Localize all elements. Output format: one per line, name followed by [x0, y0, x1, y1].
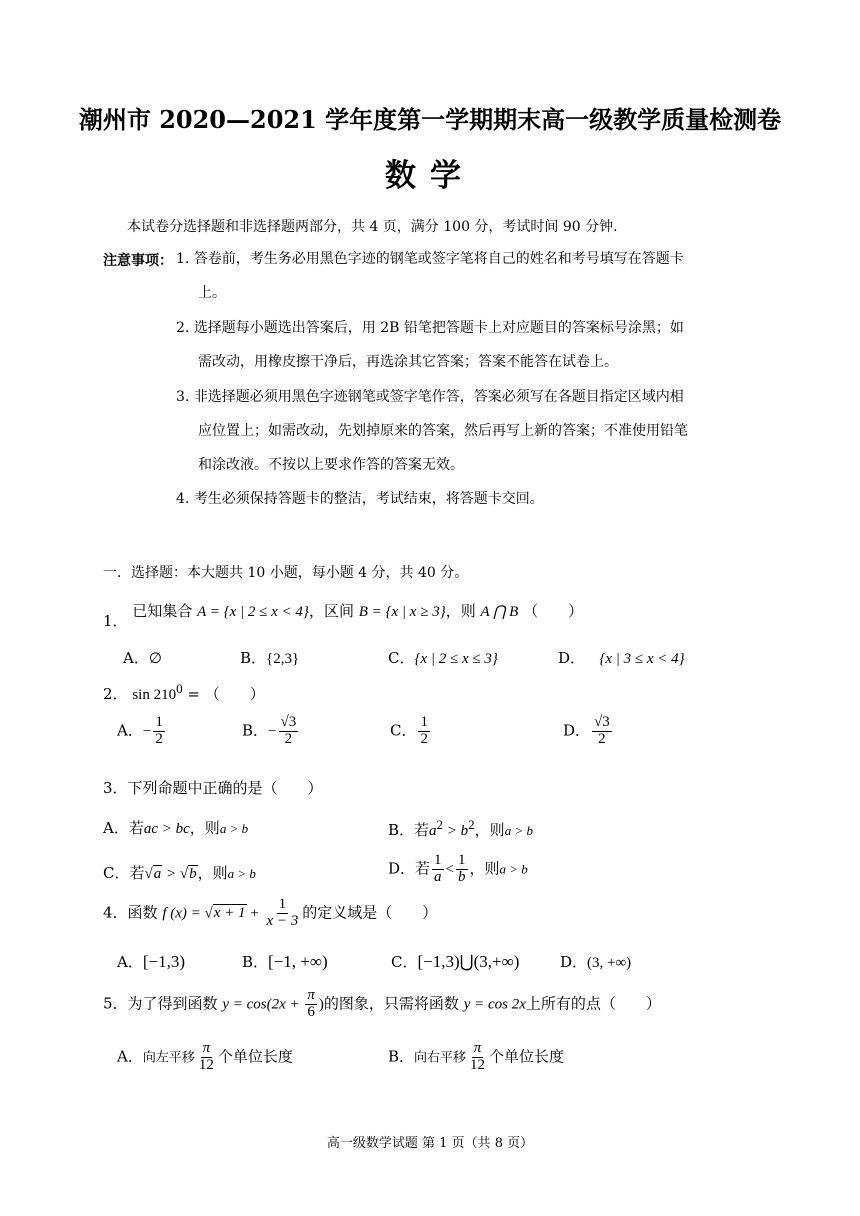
- intro-text: 本试卷分选择题和非选择题两部分，共 4 页，满分 100 分，考试时间 90 分钟.: [127, 219, 618, 235]
- q1-option-d: D． {x | 3 ≤ x < 4}: [558, 649, 685, 667]
- q3-option-c: C．若√a > √b，则a > b: [103, 864, 256, 882]
- note-item-4: [176, 482, 736, 516]
- question-3: 3．下列命题中正确的是（ ）: [103, 779, 323, 797]
- subject-title: 数学: [385, 158, 475, 194]
- question-5: 5．为了得到函数 y = cos(2x + $\frac{\pi}{6}$ )的图象，只需将函数 y = cos 2x上所有的点（ ）: [103, 987, 661, 1020]
- note-item-2: [176, 311, 736, 379]
- note-line: 和涂改液。不按以上要求作答的答案无效。: [198, 457, 464, 473]
- q4-option-c: C．[−1,3)⋃(3,+∞): [391, 952, 520, 971]
- q4-option-d: D．(3, +∞): [560, 953, 632, 971]
- note-line: 考生必须保持答题卡的整洁，考试结束，将答题卡交回。: [193, 491, 544, 507]
- page-footer: 高一级数学试题 第 1 页（共 8 页）: [326, 1136, 534, 1151]
- question-4: 4．函数 f (x) = √x + 1 + $\frac{1}{x - 3}$ 的定义域是（ ）: [103, 896, 438, 929]
- note-number: 1.: [176, 251, 190, 267]
- math-expression: A ⋂ B: [480, 604, 519, 620]
- q4-option-a: A．[−1,3): [117, 952, 186, 971]
- note-line: 答卷前，考生务必用黑色字迹的钢笔或签字笔将自己的姓名和考号填写在答题卡: [193, 251, 684, 267]
- note-item-3: [176, 380, 746, 482]
- note-item-1: [176, 242, 736, 310]
- q1-option-a: A．∅: [123, 649, 162, 667]
- note-number: 2.: [176, 320, 190, 336]
- q1-option-c: C．{x | 2 ≤ x ≤ 3}: [388, 649, 498, 667]
- math-expression: $\sin 210^0$: [132, 681, 183, 703]
- question-number: 5．: [103, 994, 128, 1013]
- q5-option-b: B．向右平移 $\frac{\pi}{12}$ 个单位长度: [388, 1040, 565, 1073]
- question-2: 2． $\sin 210^0$ = （ ）: [103, 681, 265, 703]
- note-line: 需改动，用橡皮擦干净后，再选涂其它答案；答案不能答在试卷上。: [198, 354, 618, 370]
- question-1: 1． 已知集合 A = {x | 2 ≤ x < 4}，区间 B = {x | x ≥ 3}，则 A ⋂ B （ ）: [103, 602, 584, 630]
- exam-title: 潮州市 2020—2021 学年度第一学期期末高一级教学质量检测卷: [78, 105, 782, 134]
- q4-option-b: B．[−1, +∞): [242, 952, 328, 971]
- question-number: 1．: [103, 612, 128, 630]
- question-number: 2．: [103, 685, 128, 703]
- q2-option-b: B．− $\frac{√3}{2}$: [242, 714, 297, 747]
- math-expression: A = {x | 2 ≤ x < 4}: [197, 604, 309, 620]
- note-line: 非选择题必须用黑色字迹钢笔或签字笔作答，答案必须写在各题目指定区域内相: [193, 389, 684, 405]
- q3-option-d: D．若 $\frac{1}{a}$ < $\frac{1}{b}$ ，则a > b: [388, 852, 528, 885]
- question-number: 4．: [103, 903, 128, 922]
- section-heading: 一．选择题：本大题共 10 小题，每小题 4 分，共 40 分。: [103, 565, 469, 581]
- note-line: 上。: [198, 285, 226, 301]
- q3-option-b: B．若$a^2 > b^2$，则a > b: [388, 817, 533, 839]
- note-number: 4.: [176, 491, 190, 507]
- math-expression: B = {x | x ≥ 3}: [358, 604, 446, 620]
- note-line: 选择题每小题选出答案后，用 2B 铅笔把答题卡上对应题目的答案标号涂黑；如: [193, 320, 684, 336]
- q2-option-a: A．− $\frac{1}{2}$: [117, 714, 163, 747]
- q5-option-a: A．向左平移 $\frac{\pi}{12}$ 个单位长度: [117, 1040, 293, 1073]
- q3-option-a: A．若ac > bc，则a > b: [103, 819, 249, 837]
- note-number: 3.: [176, 389, 190, 405]
- q2-option-c: C． $\frac{1}{2}$: [390, 714, 428, 747]
- note-line: 应位置上；如需改动，先划掉原来的答案，然后再写上新的答案；不准使用铅笔: [198, 423, 688, 439]
- q1-option-b: B．{2,3}: [240, 649, 300, 667]
- q2-option-d: D． $\frac{√3}{2}$: [563, 714, 610, 747]
- question-number: 3．: [103, 779, 128, 797]
- notes-label: 注意事项：: [103, 253, 173, 269]
